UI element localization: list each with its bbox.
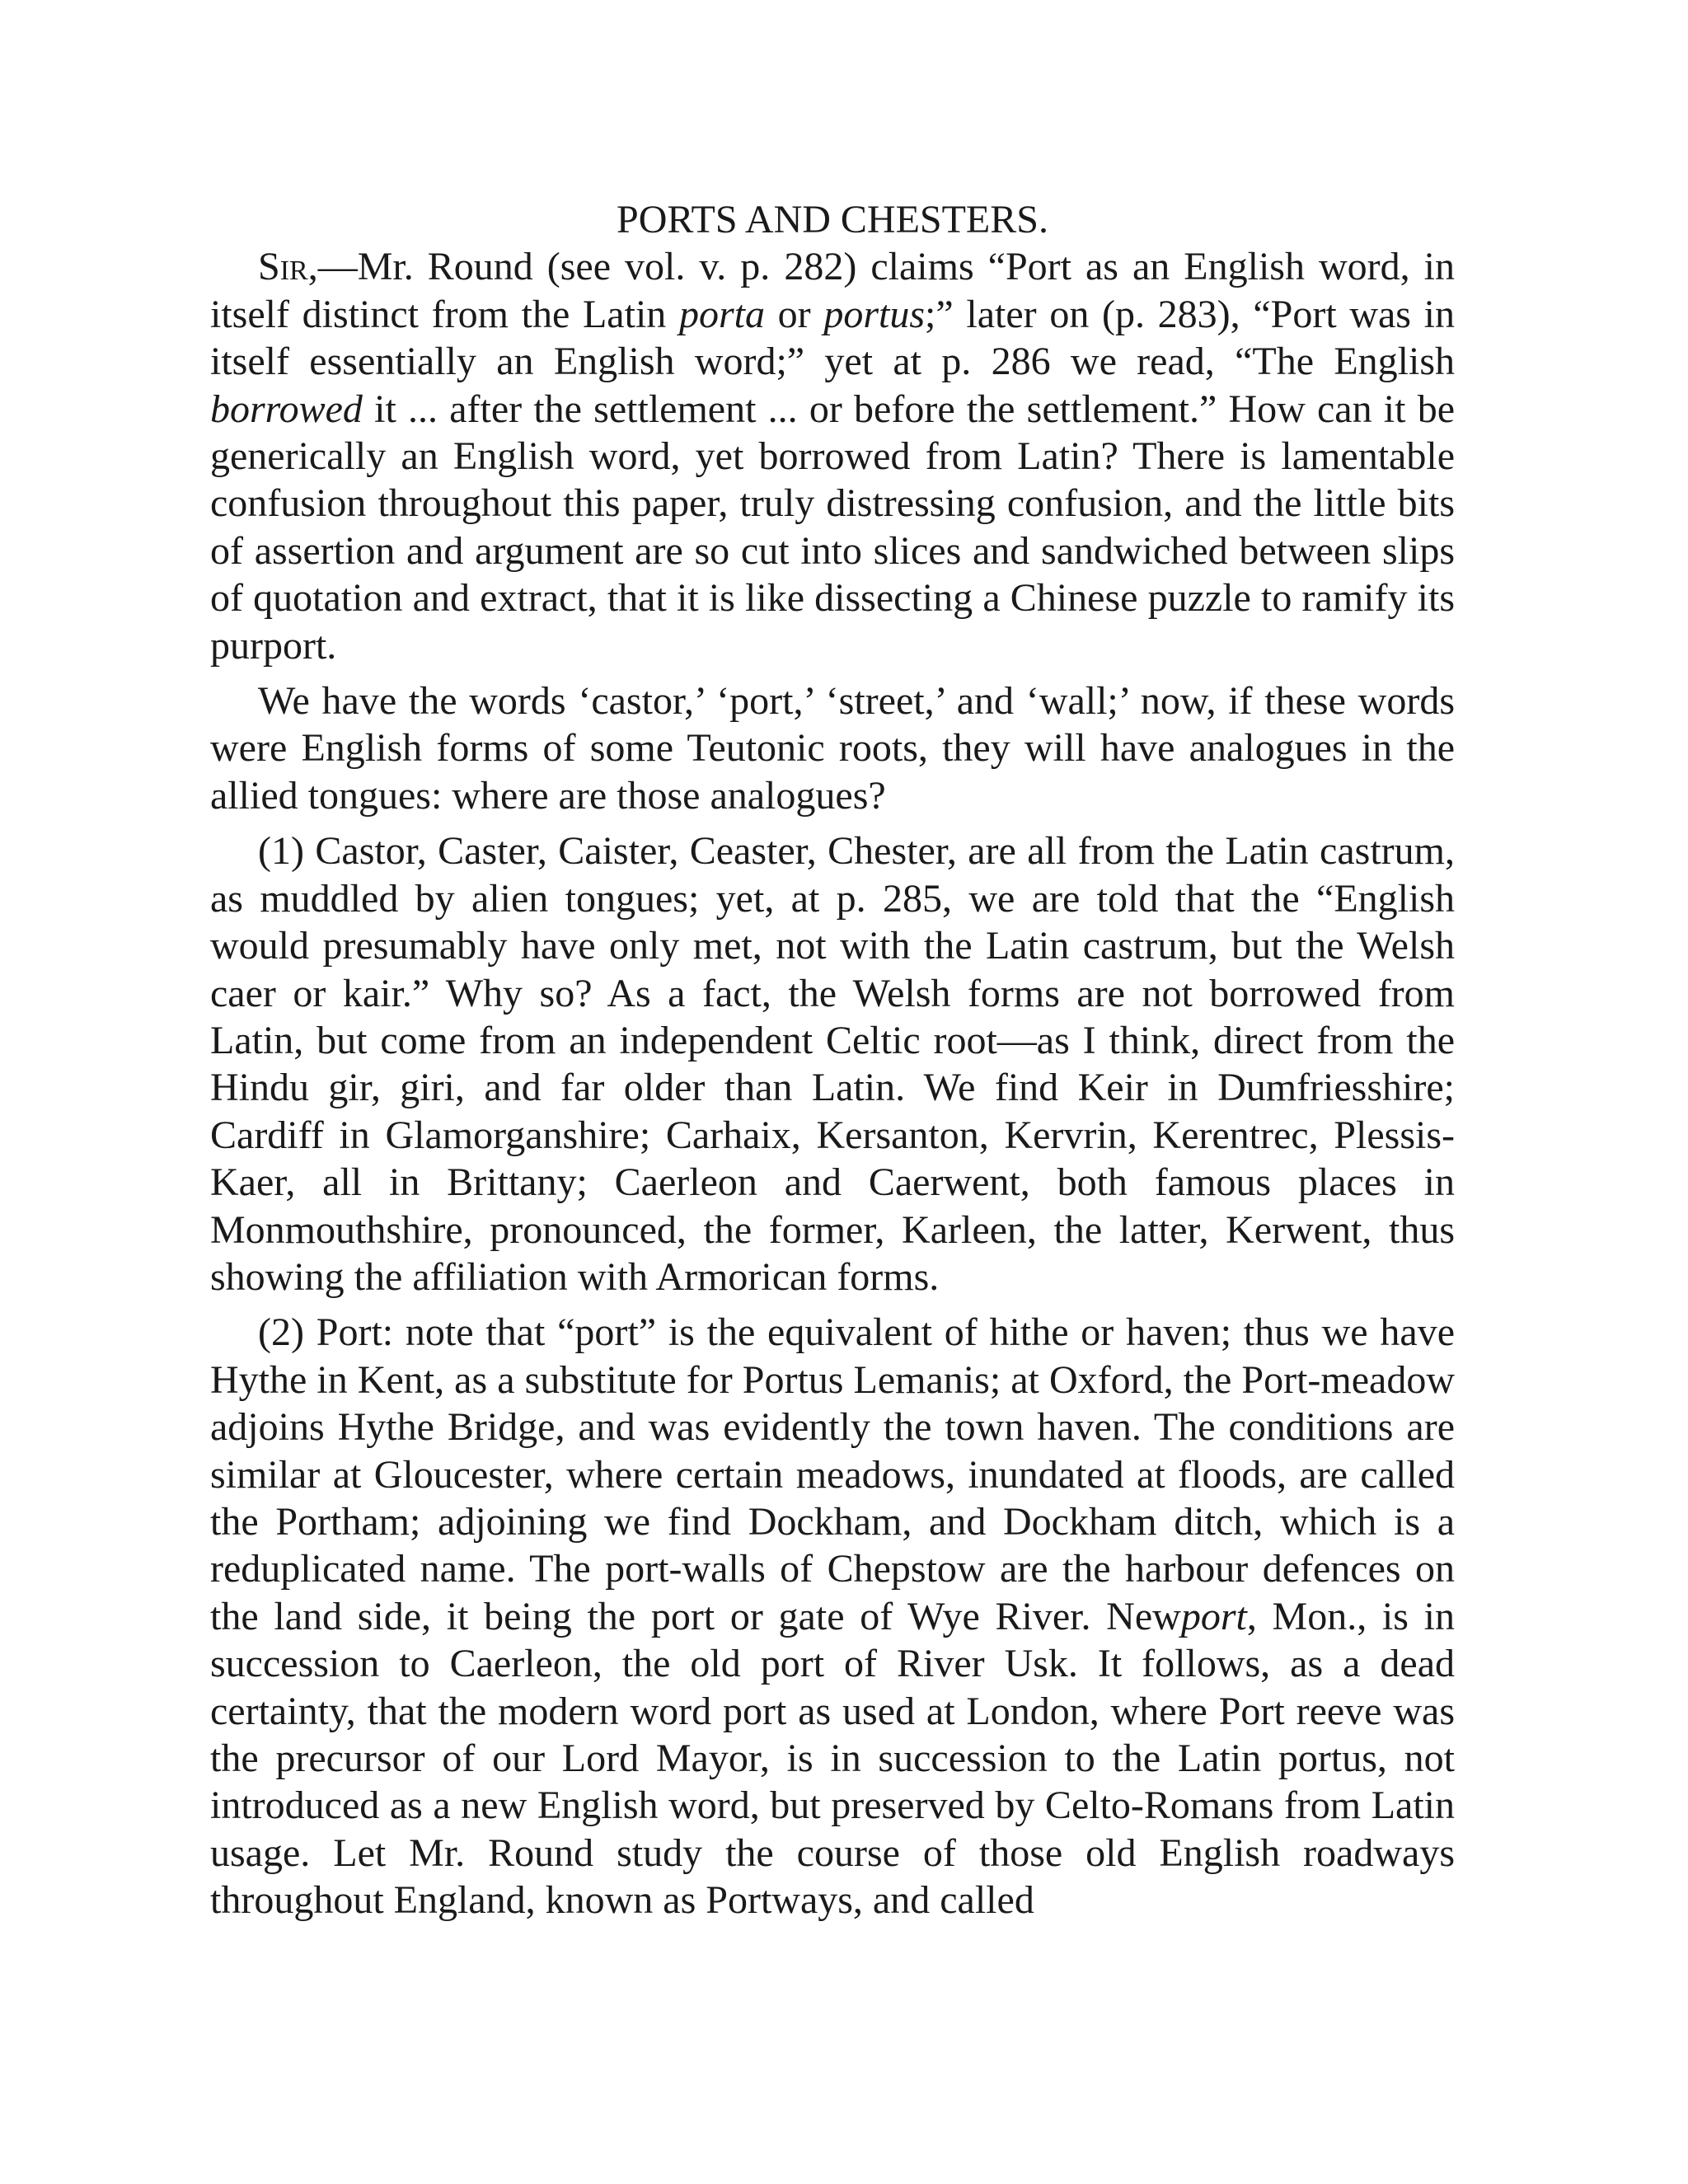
paragraph-1-text-3: ;” later on (p. 283), “Port was in itself essentially an English word;” yet at p. 286 we read, “The English bbox=[210, 292, 1456, 384]
italic-portus: portus bbox=[823, 292, 926, 336]
italic-porta: porta bbox=[678, 292, 765, 336]
paragraph-3: (1) Castor, Caster, Caister, Ceaster, Chester, are all from the Latin castrum, as muddled by alien tongues; yet, at p. 285, we are told that the “English would presumably have only met, not with the Latin castrum, but the Welsh caer or kair.” Why so? As a fact, the Welsh forms are not borrowed from Latin, but come from an independent Celtic root—as I think, direct from the Hindu gir, giri, and far older than Latin. We find Keir in Dumfriesshire; Cardiff in Glamorganshire; Carhaix, Kersanton, Kervrin, Kerentrec, Plessis-Kaer, all in Brittany; Caerleon and Caerwent, both famous places in Monmouthshire, pronounced, the former, Karleen, the latter, Kerwent, thus showing the affiliation with Armorican forms. bbox=[210, 829, 1455, 1299]
paragraph-2: We have the words ‘castor,’ ‘port,’ ‘street,’ and ‘wall;’ now, if these words were English forms of some Teutonic roots, they will have analogues in the allied tongues: where are those analogues? bbox=[210, 679, 1455, 818]
italic-port: port bbox=[1180, 1594, 1247, 1638]
paragraph-1-text-4: it ... after the settlement ... or before the settlement.” How can it be generically an English word, yet borrowed from Latin? There is lamentable confusion throughout this paper, truly distressing confusion, and the little bits of assertion and argument are so cut into slices and sandwiched between slips of quotation and extract, that it is like dissecting a Chinese puzzle to ramify its purport. bbox=[210, 387, 1455, 668]
paragraph-1 bbox=[210, 243, 1455, 669]
paragraph-4-text-2: , Mon., is in succession to Caerleon, the old port of River Usk. It follows, as a dead certainty, that the modern word port as used at London, where Port reeve was the precursor of our Lord Mayor, is in succession to the Latin portus, not introduced as a new English word, but preserved by Celto-Romans from Latin usage. Let Mr. Round study the course of those old English roadways throughout England, known as Portways, and called bbox=[210, 1594, 1455, 1923]
article-title: PORTS AND CHESTERS. bbox=[617, 198, 1048, 241]
paragraph-4-text-1: (2) Port: note that “port” is the equivalent of hithe or haven; thus we have Hythe in Kent, as a substitute for Portus Lemanis; at Oxford, the Port-meadow adjoins Hythe Bridge, and was evidently the town haven. The conditions are similar at Gloucester, where certain meadows, inundated at floods, are called the Portham; adjoining we find Dockham, and Dockham ditch, which is a reduplicated name. The port-walls of Chepstow are the harbour defences on the land side, it being the port or gate of Wye River. New bbox=[210, 1310, 1455, 1638]
paragraph-4 bbox=[210, 1309, 1455, 1924]
salutation: Sir bbox=[258, 245, 308, 289]
paragraph-1-text-2: or bbox=[764, 292, 824, 336]
italic-borrowed: borrowed bbox=[210, 387, 363, 431]
paragraph-1-text-1: ,—Mr. Round (see vol. v. p. 282) claims “Port as an English word, in itself distinct from the Latin bbox=[210, 245, 1455, 336]
document-page bbox=[210, 196, 1455, 1924]
